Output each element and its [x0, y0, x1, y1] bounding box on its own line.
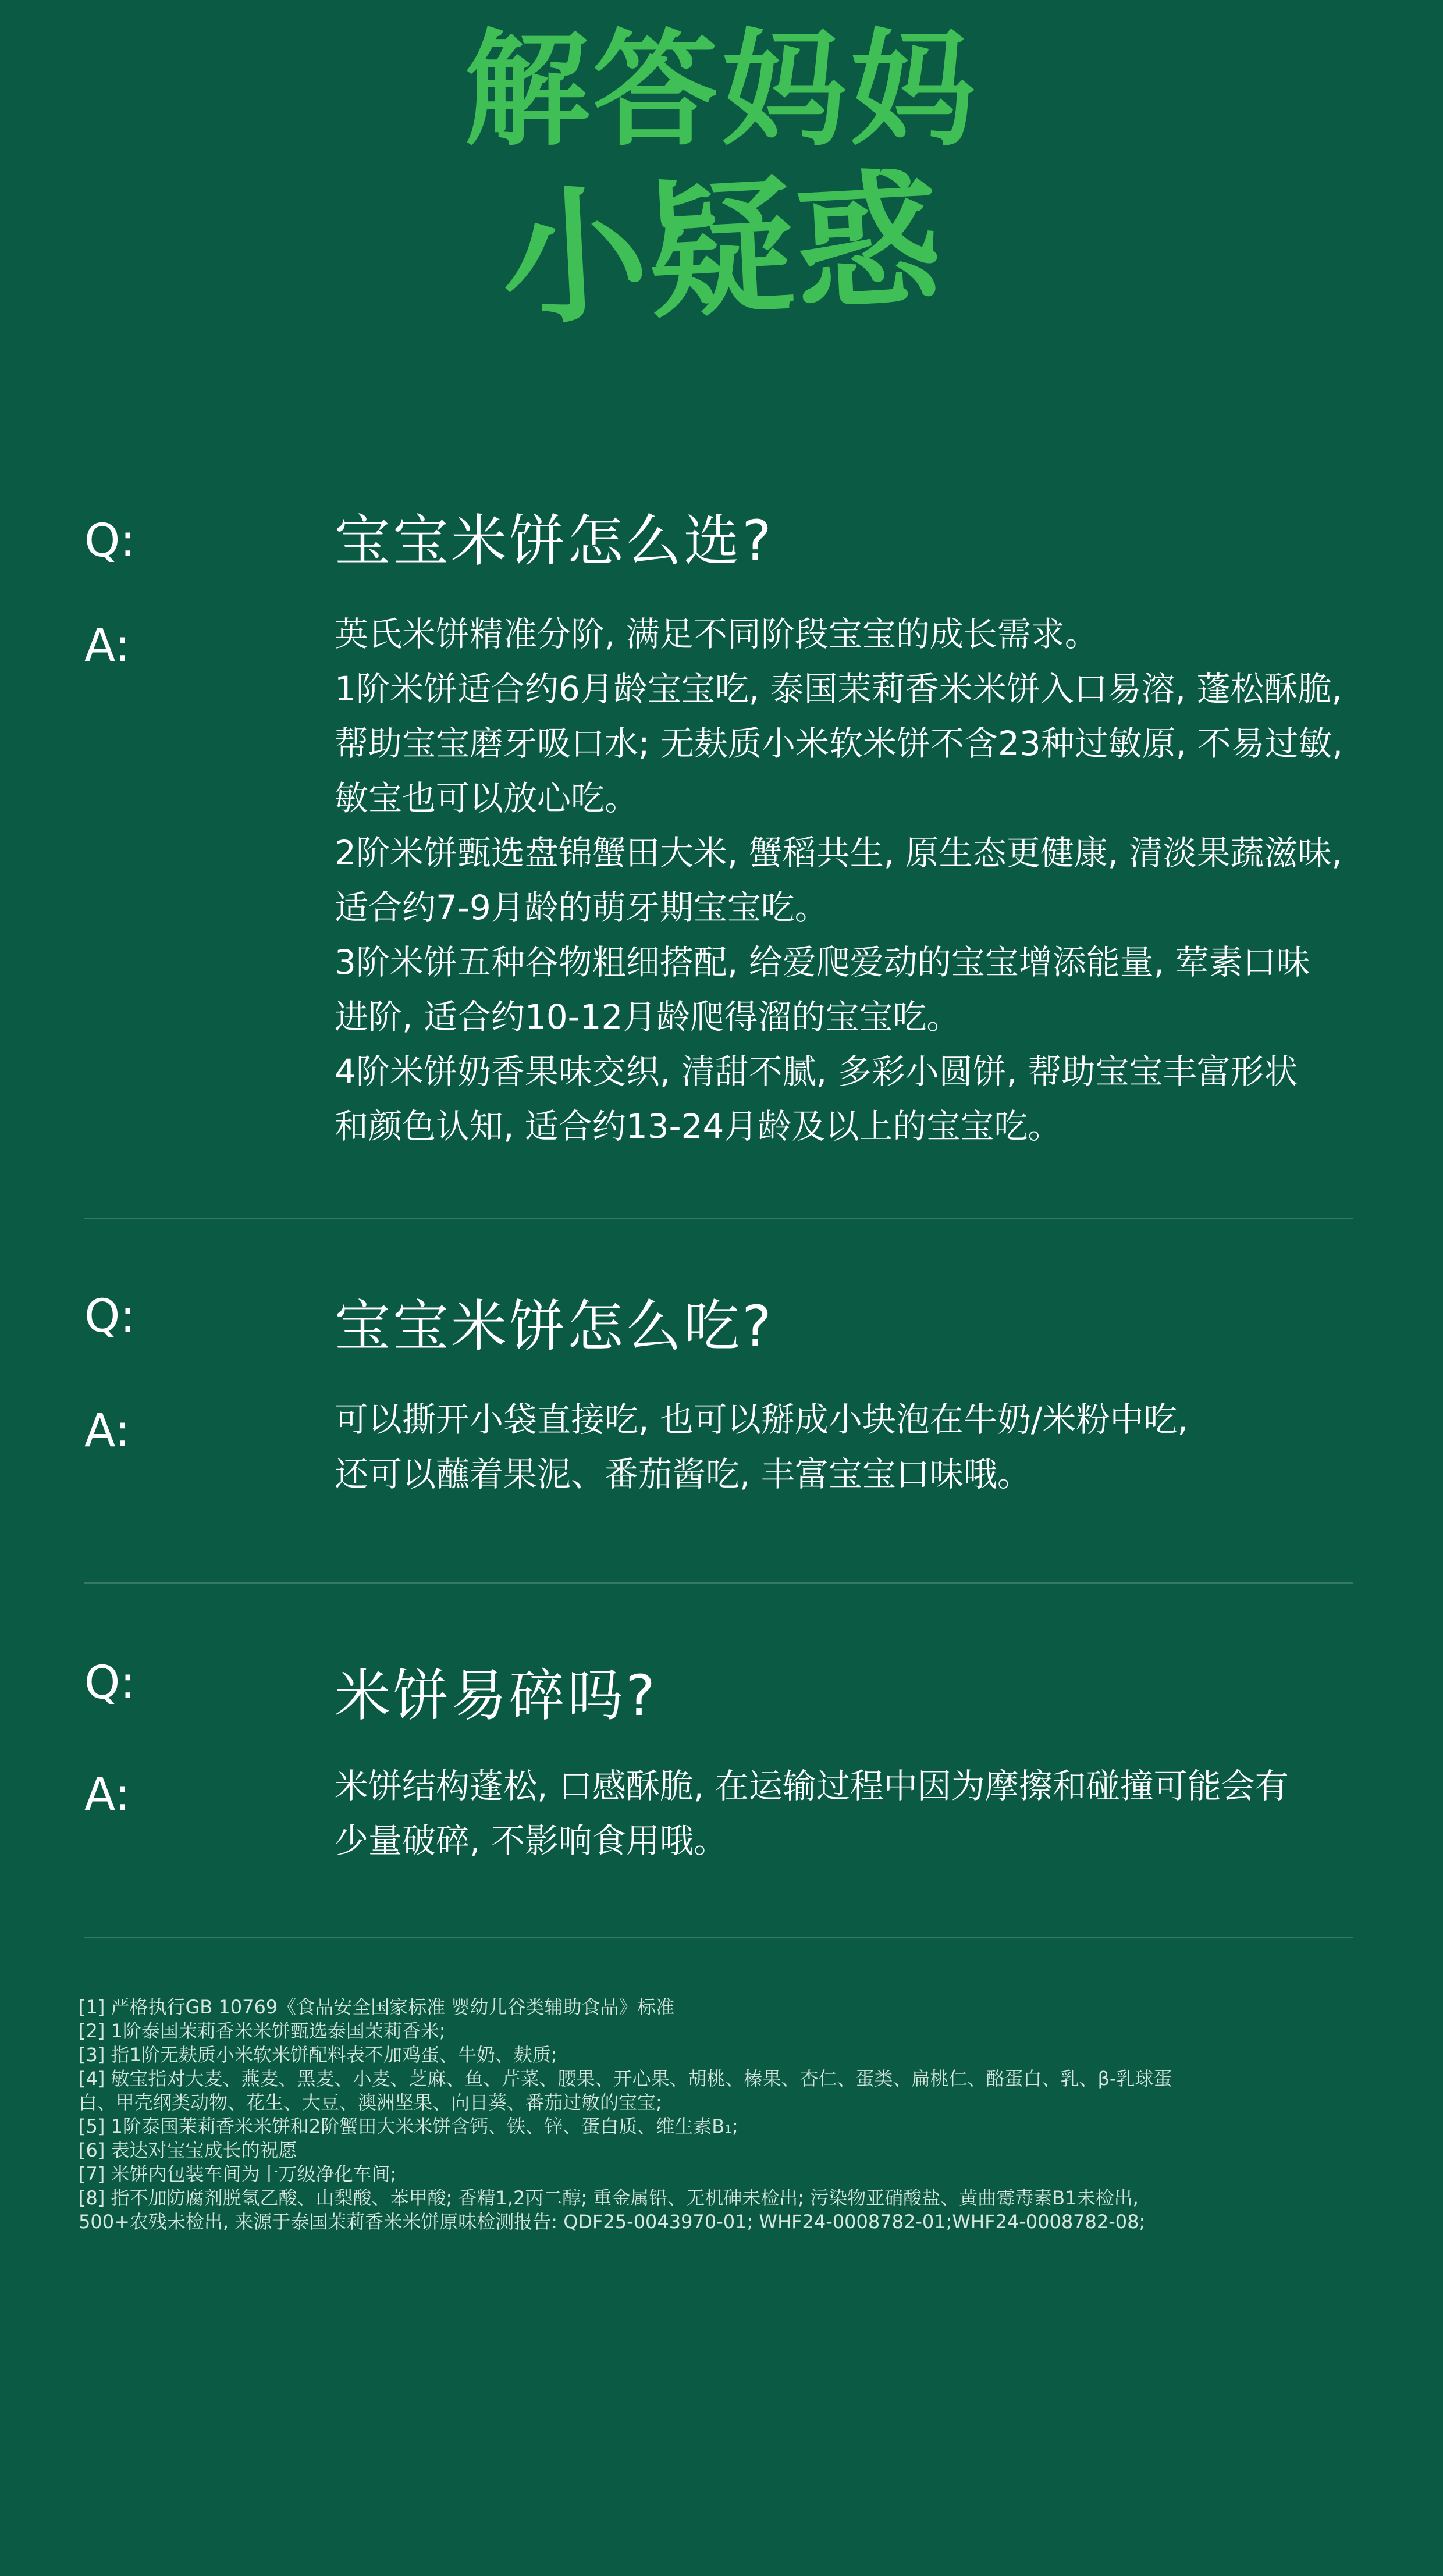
answer-line: 适合约7-9月龄的萌牙期宝宝吃。 [335, 888, 829, 927]
answer-line: 帮助宝宝磨牙吸口水; 无麸质小米软米饼不含23种过敏原, 不易过敏, [335, 724, 1344, 763]
answer-line: 少量破碎, 不影响食用哦。 [335, 1821, 727, 1860]
divider [84, 1218, 1353, 1219]
a-label: A: [84, 1405, 130, 1457]
a-label: A: [84, 620, 130, 672]
footnote-line: [7] 米饼内包装车间为十万级净化车间; [79, 2163, 397, 2185]
answer-line: 可以撕开小袋直接吃, 也可以掰成小块泡在牛奶/米粉中吃, [335, 1400, 1188, 1439]
question-text: 宝宝米饼怎么吃? [335, 1294, 774, 1359]
divider [84, 1937, 1353, 1938]
answer-line: 2阶米饼甄选盘锦蟹田大米, 蟹稻共生, 原生态更健康, 清淡果蔬滋味, [335, 833, 1342, 873]
footnote-line: [6] 表达对宝宝成长的祝愿 [79, 2139, 297, 2161]
footnote-line: [3] 指1阶无麸质小米软米饼配料表不加鸡蛋、牛奶、麸质; [79, 2044, 557, 2066]
answer-line: 3阶米饼五种谷物粗细搭配, 给爱爬爱动的宝宝增添能量, 荤素口味 [335, 942, 1310, 982]
answer-line: 1阶米饼适合约6月龄宝宝吃, 泰国茉莉香米米饼入口易溶, 蓬松酥脆, [335, 669, 1342, 709]
q-label: Q: [84, 1657, 136, 1709]
footnote-line: [1] 严格执行GB 10769《食品安全国家标准 婴幼儿谷类辅助食品》标准 [79, 1996, 675, 2018]
answer-line: 和颜色认知, 适合约13-24月龄及以上的宝宝吃。 [335, 1106, 1062, 1146]
footnote-line: [5] 1阶泰国茉莉香米米饼和2阶蟹田大米米饼含钙、铁、锌、蛋白质、维生素B₁; [79, 2115, 738, 2137]
answer-text [335, 607, 1399, 1154]
answer-text [335, 1392, 1399, 1502]
page-title-line2: 小疑惑 [497, 154, 946, 346]
answer-line: 4阶米饼奶香果味交织, 清甜不腻, 多彩小圆饼, 帮助宝宝丰富形状 [335, 1052, 1298, 1091]
footnote-line: [2] 1阶泰国茉莉香米米饼甄选泰国茉莉香米; [79, 2020, 446, 2042]
q-label: Q: [84, 1290, 136, 1343]
answer-line: 米饼结构蓬松, 口感酥脆, 在运输过程中因为摩擦和碰撞可能会有 [335, 1766, 1289, 1806]
footnote-line: 500+农残未检出, 来源于泰国茉莉香米米饼原味检测报告: QDF25-0043970-01; WHF24-0008782-01;WHF24-0008782-08; [79, 2211, 1146, 2233]
answer-text [335, 1759, 1399, 1868]
question-text: 米饼易碎吗? [335, 1663, 657, 1728]
q-label: Q: [84, 515, 136, 567]
a-label: A: [84, 1769, 130, 1821]
footnote-line: 白、甲壳纲类动物、花生、大豆、澳洲坚果、向日葵、番茄过敏的宝宝; [79, 2091, 662, 2114]
footnotes [79, 1995, 1376, 2234]
question-text: 宝宝米饼怎么选? [335, 508, 774, 574]
footnote-line: [4] 敏宝指对大麦、燕麦、黑麦、小麦、芝麻、鱼、芹菜、腰果、开心果、胡桃、榛果、杏仁、蛋类、扁桃仁、酪蛋白、乳、β-乳球蛋 [79, 2068, 1172, 2090]
answer-line: 敏宝也可以放心吃。 [335, 778, 639, 818]
page-title-line1: 解答妈妈 [464, 17, 979, 163]
answer-line: 进阶, 适合约10-12月龄爬得溜的宝宝吃。 [335, 997, 961, 1037]
answer-line: 英氏米饼精准分阶, 满足不同阶段宝宝的成长需求。 [335, 614, 1099, 654]
answer-line: 还可以蘸着果泥、番茄酱吃, 丰富宝宝口味哦。 [335, 1454, 1031, 1494]
footnote-line: [8] 指不加防腐剂脱氢乙酸、山梨酸、苯甲酸; 香精1,2丙二醇; 重金属铅、无机砷未检出; 污染物亚硝酸盐、黄曲霉毒素B1未检出, [79, 2187, 1139, 2209]
divider [84, 1582, 1353, 1584]
